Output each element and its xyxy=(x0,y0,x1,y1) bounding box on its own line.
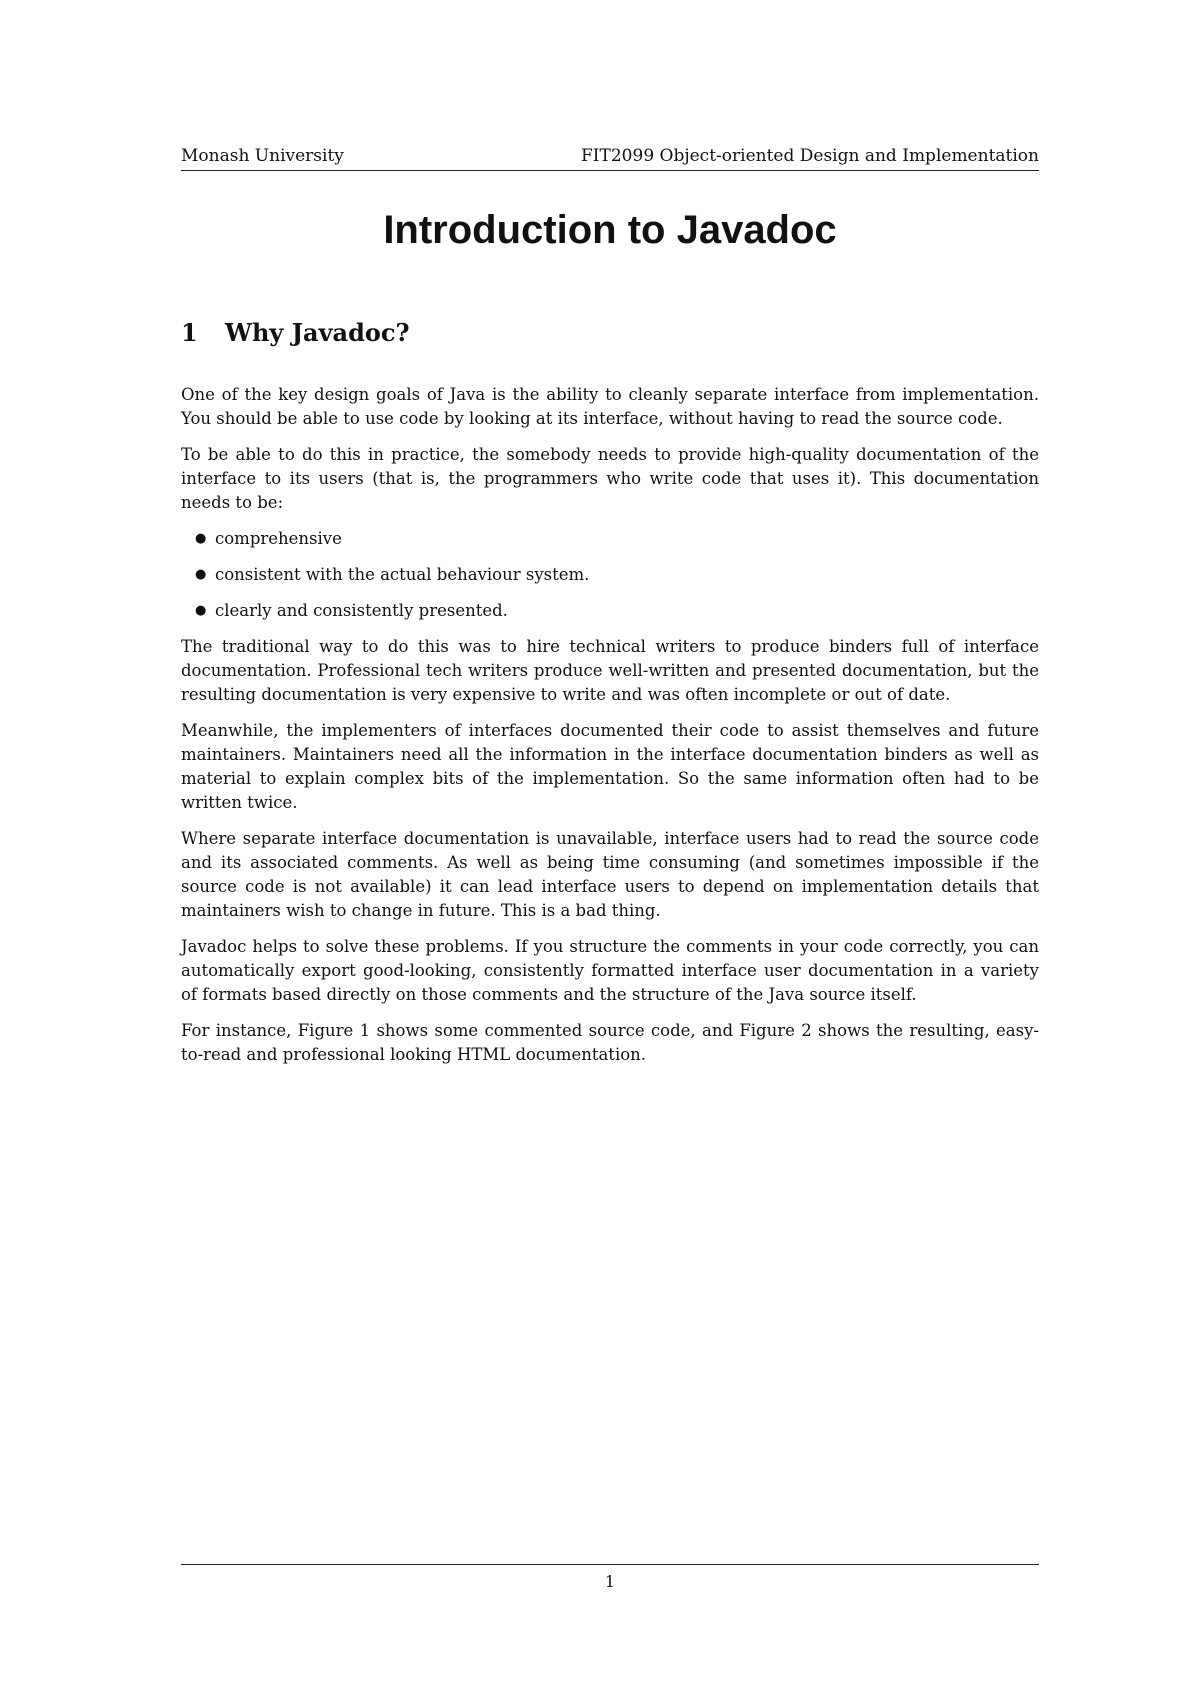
running-header xyxy=(181,140,1039,171)
paragraph-2: To be able to do this in practice, the somebody needs to provide high-quality documentation of the interface to its users (that is, the programmers who write code that uses it). This documentation needs to be: xyxy=(181,445,1039,512)
list-item-text: consistent with the actual behaviour system. xyxy=(215,565,590,584)
list-item-text: comprehensive xyxy=(215,529,342,548)
paragraph-4: Meanwhile, the implementers of interfaces documented their code to assist themselves and future maintainers. Maintainers need all the information in the interface documentation binders as well as material to explain complex bits of the implementation. So the same information often had to be written twice. xyxy=(181,721,1039,812)
body-text xyxy=(181,383,1039,1079)
footer-rule xyxy=(181,1564,1039,1565)
list-item xyxy=(195,599,1039,623)
requirements-list xyxy=(181,527,1039,623)
section-title: Why Javadoc? xyxy=(225,318,410,347)
paragraph-5: Where separate interface documentation is unavailable, interface users had to read the source code and its associated comments. As well as being time consuming (and sometimes impossible if the source code is not available) it can lead interface users to depend on implementation details that maintainers wish to change in future. This is a bad thing. xyxy=(181,829,1039,920)
section-heading xyxy=(181,318,1039,347)
list-item-text: clearly and consistently presented. xyxy=(215,601,508,620)
paragraph-7: For instance, Figure 1 shows some commented source code, and Figure 2 shows the resulting, easy-to-read and professional looking HTML documentation. xyxy=(181,1021,1039,1064)
bullet-icon: ● xyxy=(195,603,207,618)
list-item xyxy=(195,563,1039,587)
bullet-icon: ● xyxy=(195,567,207,582)
paragraph-1: One of the key design goals of Java is the ability to cleanly separate interface from implementation. You should be able to use code by looking at its interface, without having to read the source code. xyxy=(181,385,1039,428)
page-number: 1 xyxy=(604,1572,616,1591)
bullet-icon: ● xyxy=(195,531,207,546)
section-number: 1 xyxy=(181,318,198,347)
document-title: Introduction to Javadoc xyxy=(383,208,837,252)
list-item xyxy=(195,527,1039,551)
header-institution: Monash University xyxy=(181,146,344,166)
paragraph-3: The traditional way to do this was to hire technical writers to produce binders full of interface documentation. Professional tech writers produce well-written and presented documentation, but the resulting documentation is very expensive to write and was often incomplete or out of date. xyxy=(181,637,1039,704)
header-course-title: FIT2099 Object-oriented Design and Implementation xyxy=(581,146,1039,166)
paragraph-6: Javadoc helps to solve these problems. If you structure the comments in your code correctly, you can automatically export good-looking, consistently formatted interface user documentation in a variety of formats based directly on those comments and the structure of the Java source itself. xyxy=(181,937,1039,1004)
